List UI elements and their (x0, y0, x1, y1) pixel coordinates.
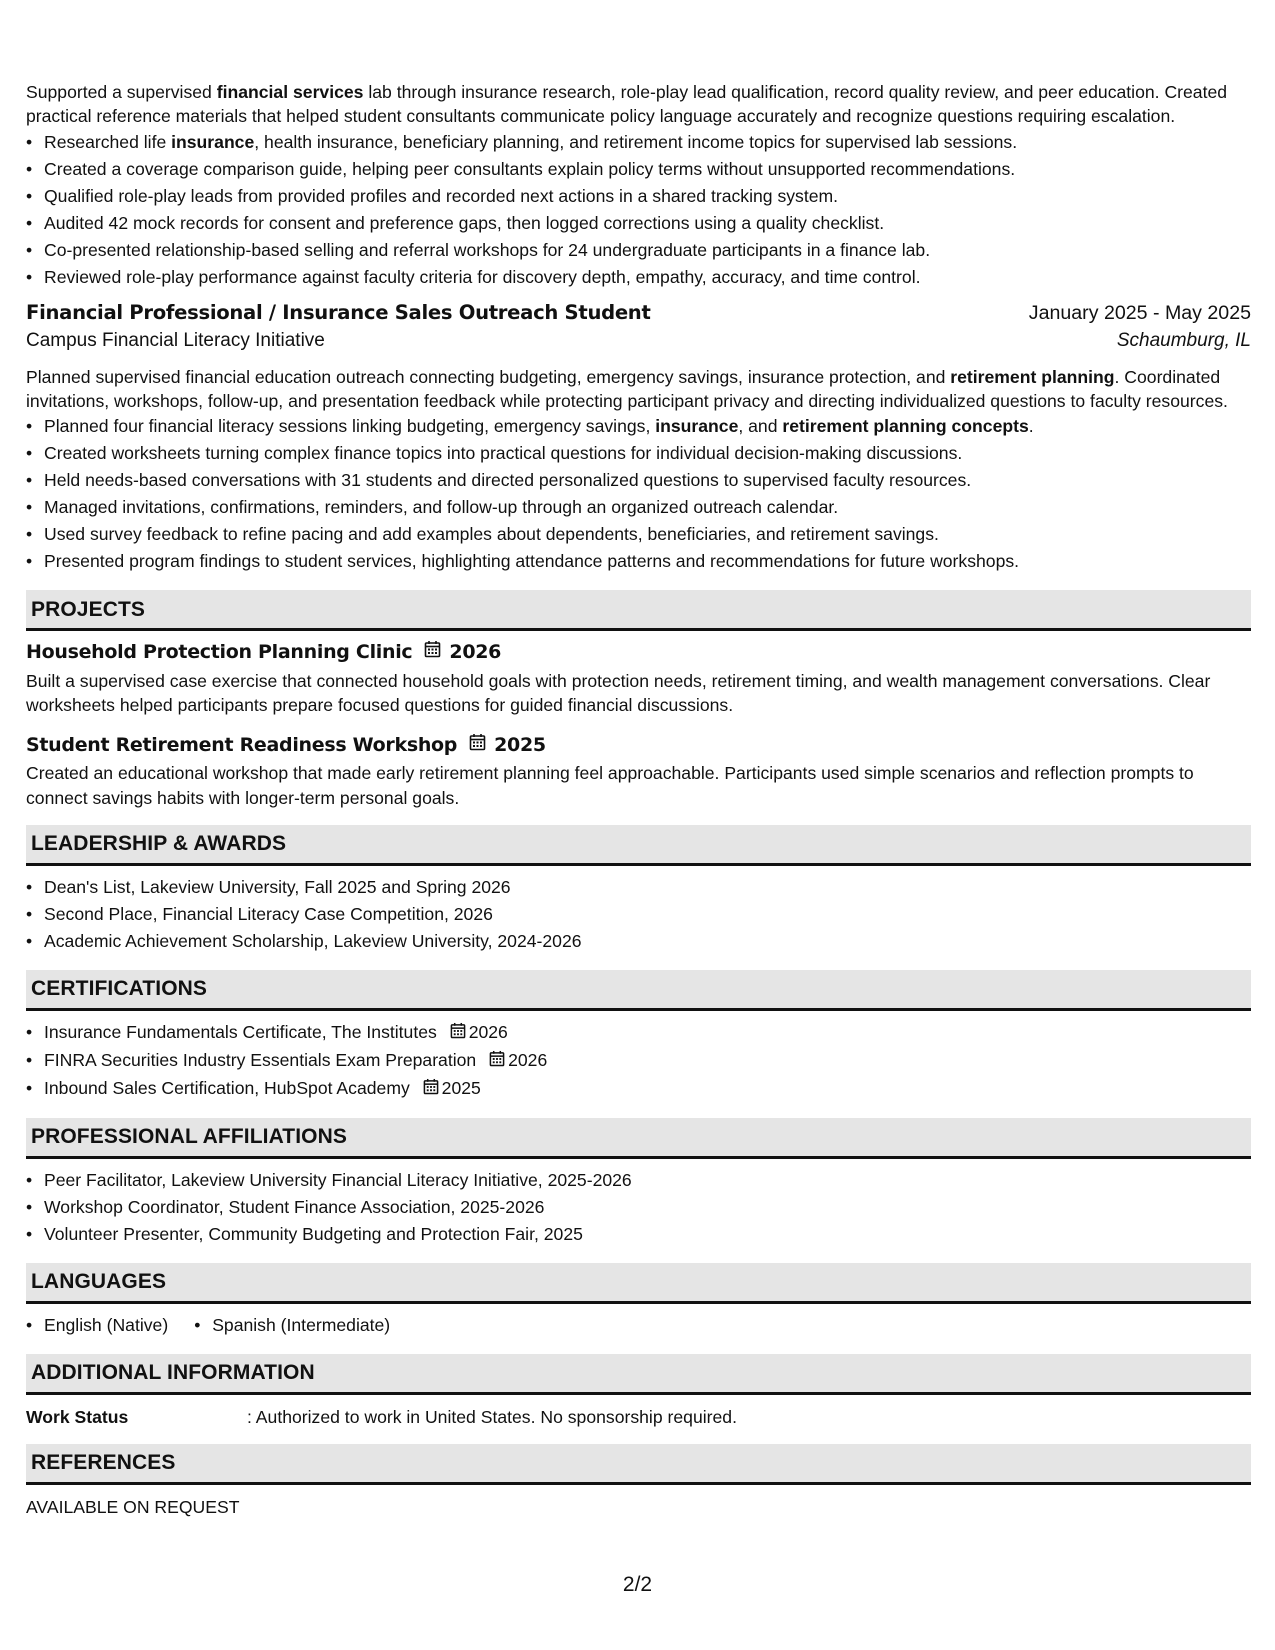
list-item: • Dean's List, Lakeview University, Fall 2025 and Spring 2026 (44, 874, 1251, 901)
cert-year: 2026 (468, 1022, 508, 1043)
leadership-list (26, 874, 1251, 955)
list-item: • Created a coverage comparison guide, helping peer consultants explain policy terms without unsupported recommendations. (44, 156, 1251, 183)
languages-list (26, 1312, 1251, 1339)
list-item: • Peer Facilitator, Lakeview University Financial Literacy Initiative, 2025-2026 (44, 1167, 1251, 1194)
affiliations-list (26, 1167, 1251, 1248)
work-status-row (26, 1405, 1251, 1429)
list-item: • Presented program findings to student services, highlighting attendance patterns and recommendations for future workshops. (44, 548, 1251, 575)
job-dates: January 2025 - May 2025 (1028, 301, 1251, 324)
job-bullets (26, 413, 1251, 575)
cert-name: Inbound Sales Certification, HubSpot Academy (44, 1077, 410, 1098)
job-title: Financial Professional / Insurance Sales Outreach Student (26, 300, 651, 324)
section-heading-references: REFERENCES (26, 1444, 1251, 1485)
section-heading-additional: ADDITIONAL INFORMATION (26, 1354, 1251, 1395)
project-title: Household Protection Planning Clinic (26, 641, 413, 664)
list-item: • Created worksheets turning complex finance topics into practical questions for individual decision-making discussions. (44, 440, 1251, 467)
job-organization: Campus Financial Literacy Initiative (26, 330, 325, 352)
project-year: 2025 (494, 733, 546, 756)
list-item: • Managed invitations, confirmations, reminders, and follow-up through an organized outreach calendar. (44, 494, 1251, 521)
calendar-icon (469, 732, 486, 758)
list-item (44, 1075, 1251, 1103)
calendar-icon (450, 1020, 466, 1047)
list-item: • Qualified role-play leads from provided profiles and recorded next actions in a shared tracking system. (44, 183, 1251, 210)
list-item: • Planned four financial literacy sessions linking budgeting, emergency savings, insurance, and retirement planning concepts. (44, 413, 1251, 440)
job-subheader (26, 328, 1251, 354)
list-item: • Held needs-based conversations with 31 students and directed personalized questions to supervised faculty resources. (44, 467, 1251, 494)
page-number: 2/2 (622, 1573, 653, 1596)
calendar-icon (489, 1048, 505, 1075)
section-heading-projects: PROJECTS (26, 590, 1251, 631)
cert-year: 2026 (508, 1049, 548, 1070)
list-item (44, 1047, 1251, 1075)
list-item (44, 1019, 1251, 1047)
project-description: Built a supervised case exercise that connected household goals with protection needs, retirement timing, and wealth management conversations. Clear worksheets helped participants prepare focused questions for guided financial discussions. (26, 670, 1211, 716)
language-item: • Spanish (Intermediate) (194, 1312, 390, 1339)
list-item: • Reviewed role-play performance against faculty criteria for discovery depth, empathy, accuracy, and time control. (44, 264, 1251, 291)
project-title-row (26, 639, 1251, 665)
experience-summary: Supported a supervised financial services lab through insurance research, role-play lead qualification, record quality review, and peer education. Created practical reference materials that helped student consultants communicate policy language accurately and recognize questions requiring escalation. (26, 82, 1228, 127)
section-heading-languages: LANGUAGES (26, 1263, 1251, 1304)
list-item: • Researched life insurance, health insurance, beneficiary planning, and retirement income topics for supervised lab sessions. (44, 129, 1251, 156)
project-description: Created an educational workshop that made early retirement planning feel approachable. Participants used simple scenarios and reflection prompts to connect savings habits with longer-term personal goals. (26, 763, 1194, 808)
section-heading-leadership: LEADERSHIP & AWARDS (26, 825, 1251, 866)
list-item: • Used survey feedback to refine pacing and add examples about dependents, beneficiaries, and retirement savings. (44, 521, 1251, 548)
list-item: • Second Place, Financial Literacy Case Competition, 2026 (44, 901, 1251, 928)
list-item: • Volunteer Presenter, Community Budgeting and Protection Fair, 2025 (44, 1221, 1251, 1248)
experience-bullets (26, 129, 1251, 291)
list-item: • Academic Achievement Scholarship, Lakeview University, 2024-2026 (44, 928, 1251, 955)
project-title: Student Retirement Readiness Workshop (26, 733, 458, 756)
cert-year: 2025 (441, 1077, 481, 1098)
references-text: AVAILABLE ON REQUEST (26, 1496, 240, 1517)
cert-name: FINRA Securities Industry Essentials Exam Preparation (44, 1049, 477, 1070)
cert-name: Insurance Fundamentals Certificate, The Institutes (44, 1022, 437, 1043)
calendar-icon (424, 639, 441, 665)
work-status-label: Work Status (26, 1406, 129, 1427)
list-item: • Co-presented relationship-based selling and referral workshops for 24 undergraduate participants in a finance lab. (44, 237, 1251, 264)
calendar-icon (423, 1076, 439, 1103)
project-year: 2026 (449, 641, 502, 664)
project-title-row (26, 732, 1251, 758)
work-status-value: : Authorized to work in United States. No sponsorship required. (247, 1406, 737, 1427)
language-item: • English (Native) (26, 1312, 168, 1339)
certifications-list (26, 1019, 1251, 1103)
list-item: • Workshop Coordinator, Student Finance Association, 2025-2026 (44, 1194, 1251, 1221)
list-item: • Audited 42 mock records for consent and preference gaps, then logged corrections using a quality checklist. (44, 210, 1251, 237)
section-heading-certifications: CERTIFICATIONS (26, 970, 1251, 1011)
job-header (26, 299, 1251, 327)
section-heading-affiliations: PROFESSIONAL AFFILIATIONS (26, 1118, 1251, 1159)
job-location: Schaumburg, IL (1116, 330, 1251, 352)
resume-content (26, 80, 1251, 1519)
job-summary: Planned supervised financial education outreach connecting budgeting, emergency savings, insurance protection, and retirement planning. Coordinated invitations, workshops, follow-up, and presentation feedback while protecting participant privacy and directing individualized questions to faculty resources. (26, 366, 1228, 411)
